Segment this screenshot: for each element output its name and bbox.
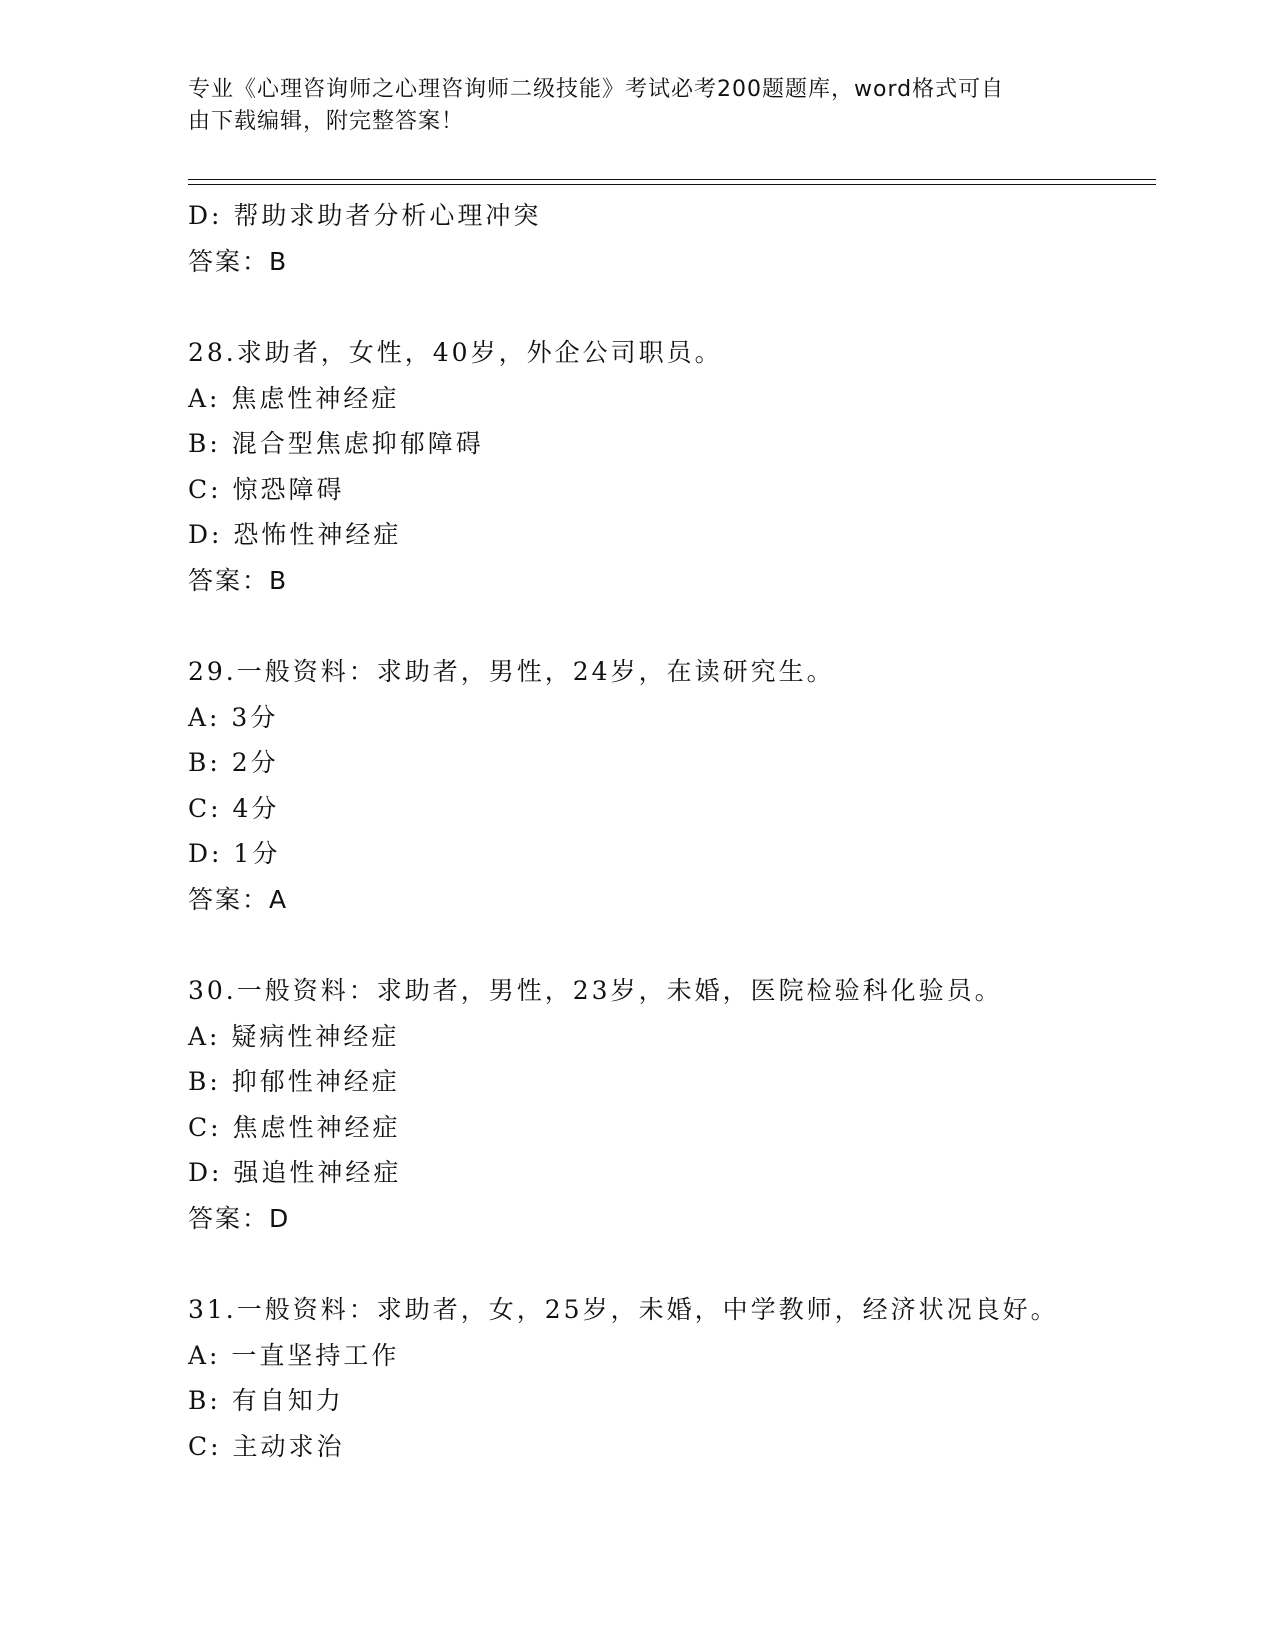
option-c: C: 主动求治 (188, 1431, 345, 1461)
question-block (188, 1287, 1156, 1469)
option-c: C: 焦虑性神经症 (188, 1112, 401, 1142)
answer-line: 答案：B (188, 246, 289, 276)
header-divider-top (188, 179, 1156, 180)
question-stem: 29.一般资料：求助者，男性，24岁，在读研究生。 (188, 657, 835, 686)
option-c: C: 惊恐障碍 (188, 474, 345, 504)
header-line-1: 专业《心理咨询师之心理咨询师二级技能》考试必考200题题库，word格式可自 (188, 77, 1005, 102)
option-d: D: 1分 (188, 839, 281, 868)
question-block (188, 968, 1156, 1241)
option-b: B: 混合型焦虑抑郁障碍 (188, 429, 484, 458)
question-stem: 28.求助者，女性，40岁，外企公司职员。 (188, 338, 723, 367)
option-a: A: 一直坚持工作 (188, 1340, 400, 1370)
question-block (188, 330, 1156, 603)
answer-line: 答案：A (188, 884, 289, 914)
option-b: B: 2分 (188, 748, 279, 777)
option-d: D: 强追性神经症 (188, 1158, 402, 1187)
option-a: A: 焦虑性神经症 (188, 383, 400, 413)
option-b: B: 有自知力 (188, 1386, 344, 1415)
option-d: D: 帮助求助者分析心理冲突 (188, 201, 542, 230)
option-a: A: 疑病性神经症 (188, 1021, 400, 1051)
question-stem: 31.一般资料：求助者，女，25岁，未婚，中学教师，经济状况良好。 (188, 1295, 1059, 1324)
option-c: C: 4分 (188, 793, 280, 823)
question-block (188, 193, 1156, 284)
answer-line: 答案：B (188, 565, 289, 595)
header-line-2: 由下载编辑，附完整答案！ (188, 109, 465, 134)
header-divider-bottom (188, 184, 1156, 185)
question-stem: 30.一般资料：求助者，男性，23岁，未婚，医院检验科化验员。 (188, 976, 1003, 1005)
option-b: B: 抑郁性神经症 (188, 1067, 400, 1096)
option-d: D: 恐怖性神经症 (188, 520, 402, 549)
document-header (188, 74, 1068, 138)
question-block (188, 649, 1156, 922)
answer-line: 答案：D (188, 1203, 291, 1233)
question-list (188, 193, 1156, 1469)
option-a: A: 3分 (188, 702, 279, 732)
